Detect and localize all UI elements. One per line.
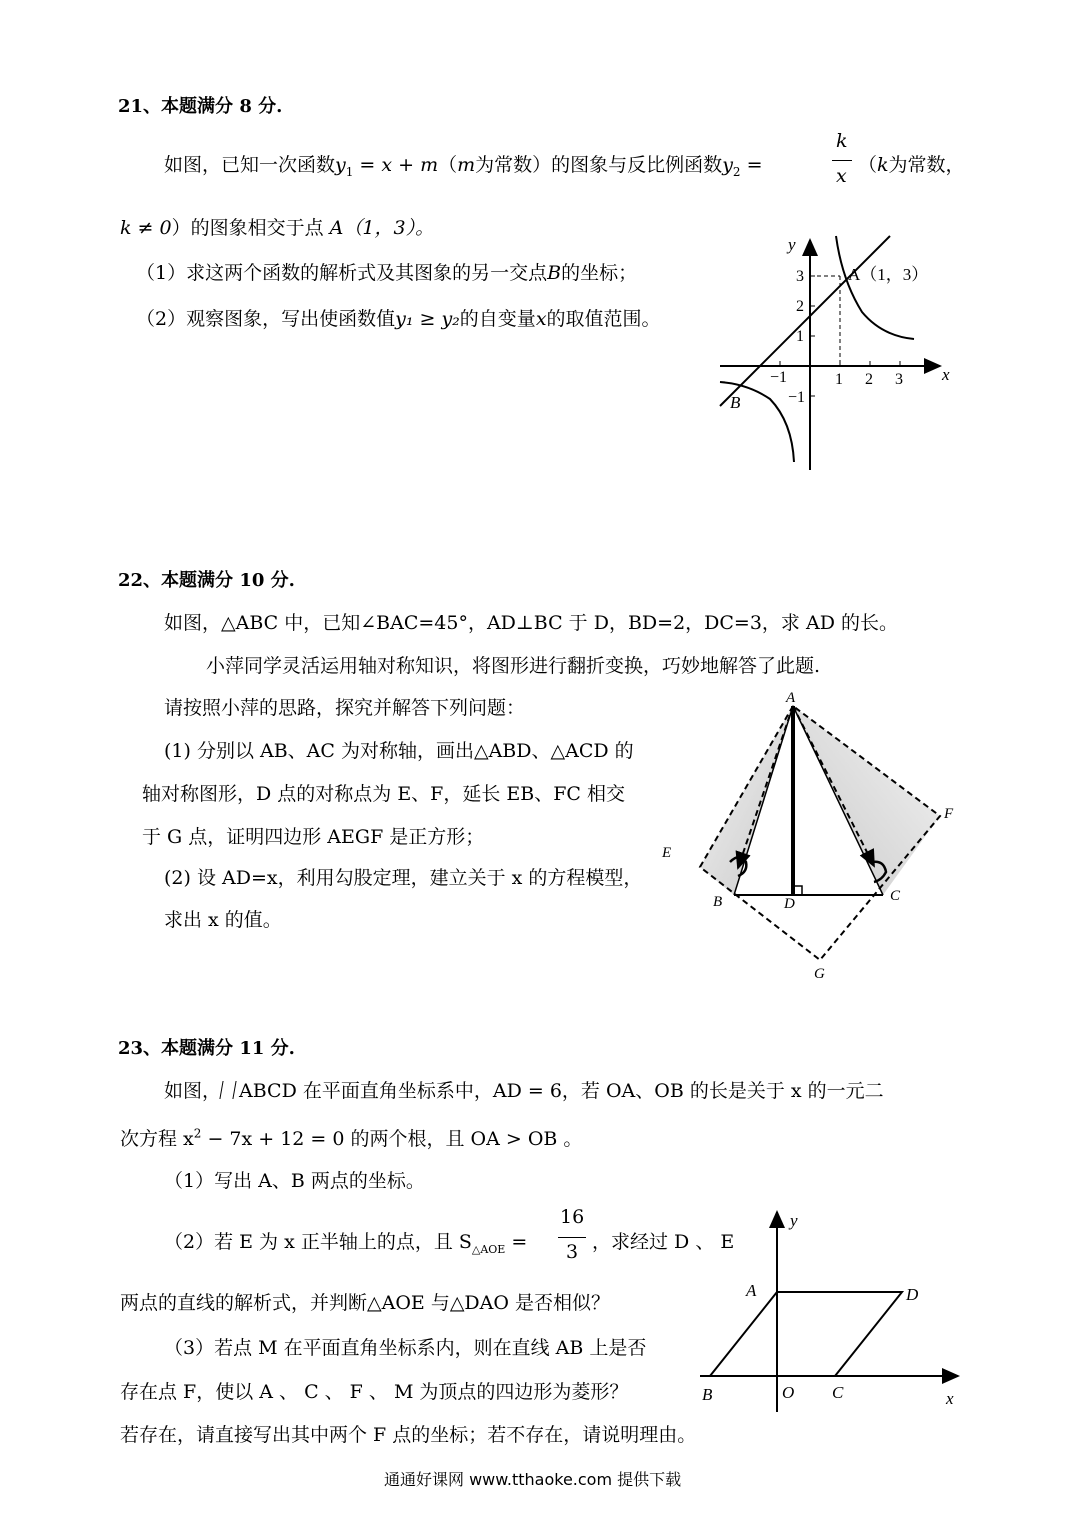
- q21-part1-b: B: [547, 262, 562, 284]
- q23-line2-text: − 7x + 12 = 0 的两个根，且 OA > OB 。: [201, 1128, 583, 1150]
- q23-title: 23、本题满分 11 分.: [118, 1038, 295, 1059]
- q21-part2-ineq: y₁ ≥ y₂: [395, 308, 460, 330]
- q21-part1-end: 的坐标；: [561, 262, 638, 284]
- q23-part2-sub: △AOE: [471, 1242, 506, 1256]
- q21-frac-bar: [832, 160, 852, 161]
- q23-line1: [164, 1076, 884, 1103]
- q21-eq1: = x + m: [353, 154, 439, 176]
- q23-label-d: D: [906, 1285, 919, 1304]
- parallelogram-symbol: [219, 1081, 236, 1099]
- q22-label-g: G: [814, 966, 825, 982]
- q21-intro-text3: 为常数）的图象与反比例函数: [475, 154, 723, 176]
- q21-part2-x: x: [535, 308, 547, 330]
- q21-k-neq: k ≠ 0: [120, 217, 172, 239]
- q23-label-x: x: [946, 1389, 954, 1408]
- q23-figure: [690, 1206, 980, 1416]
- q23-line1-start: 如图，: [164, 1080, 222, 1102]
- q22-label-a: A: [786, 690, 796, 706]
- q21-graph: [712, 232, 962, 477]
- q21-sub1: 1: [345, 164, 354, 179]
- q22-label-d: D: [784, 896, 795, 912]
- q21-title: 21、本题满分 8 分.: [118, 96, 283, 117]
- q21-ytick-2: 2: [796, 298, 804, 315]
- q22-title: 22、本题满分 10 分.: [118, 570, 295, 591]
- q21-eq2: =: [740, 154, 763, 176]
- q23-line2: [120, 1124, 582, 1151]
- q21-sub2: 2: [732, 164, 741, 179]
- q23-label-b: B: [702, 1385, 713, 1404]
- page-footer: 通通好课网 www.tthaoke.com 提供下载: [384, 1470, 682, 1489]
- q21-frac-den: x: [836, 165, 847, 187]
- q22-line2: 小萍同学灵活运用轴对称知识，将图形进行翻折变换，巧妙地解答了此题.: [206, 655, 821, 677]
- q21-y1: y: [335, 154, 346, 176]
- q21-point-label: A（1，3）: [848, 265, 929, 284]
- q21-part2: [136, 304, 661, 331]
- q21-part2-text2: 的自变量: [459, 308, 536, 330]
- q23-part1: （1）写出 A、B 两点的坐标。: [164, 1170, 425, 1192]
- q21-xtick-2: 2: [865, 371, 873, 388]
- q22-part1-c: 于 G 点，证明四边形 AEGF 是正方形；: [142, 826, 485, 848]
- q21-x-label: x: [942, 365, 950, 384]
- q21-part2-text: （2）观察图象，写出使函数值: [136, 308, 396, 330]
- q21-intro-text5: 为常数，: [888, 154, 965, 176]
- q21-ytick-3: 3: [796, 268, 804, 285]
- q22-figure: [660, 690, 960, 985]
- q23-line2-sup: 2: [193, 1126, 202, 1141]
- q21-intro-text2: （: [438, 154, 458, 176]
- q23-frac-bar: [558, 1237, 586, 1238]
- q21-part1-text: （1）求这两个函数的解析式及其图象的另一交点: [136, 262, 548, 284]
- q21-intro-text1: 如图，已知一次函数: [164, 154, 336, 176]
- q23-part2-c: 两点的直线的解析式，并判断△AOE 与△DAO 是否相似？: [120, 1292, 611, 1314]
- q23-label-o: O: [782, 1383, 795, 1402]
- q22-part1-a: (1) 分别以 AB、AC 为对称轴，画出△ABD、△ACD 的: [164, 740, 634, 762]
- q23-line1-text: ABCD 在平面直角坐标系中，AD = 6，若 OA、OB 的长是关于 x 的一元二: [239, 1080, 884, 1102]
- q23-part3-a: （3）若点 M 在平面直角坐标系内，则在直线 AB 上是否: [164, 1337, 647, 1359]
- q21-k: k: [877, 154, 889, 176]
- q23-part2-a: [164, 1227, 527, 1256]
- q23-part3-c: 若存在，请直接写出其中两个 F 点的坐标；若不存在，请说明理由。: [120, 1424, 697, 1446]
- q21-m: m: [457, 154, 476, 176]
- q22-label-f: F: [944, 806, 954, 822]
- q21-part2-end: 的取值范围。: [546, 308, 661, 330]
- q21-y-label: y: [788, 235, 796, 254]
- q21-intro-line2: [120, 213, 434, 240]
- q22-line3: 请按照小萍的思路，探究并解答下列问题：: [164, 697, 526, 719]
- q21-xtick-neg1: −1: [770, 369, 788, 386]
- q22-part1-b: 轴对称图形，D 点的对称点为 E、F，延长 EB、FC 相交: [142, 783, 625, 805]
- q23-part2-b: ，求经过 D 、 E: [592, 1231, 735, 1253]
- q23-label-a: A: [746, 1281, 757, 1300]
- q23-line2-start: 次方程 x: [120, 1128, 194, 1150]
- q23-frac-num: 16: [560, 1206, 585, 1228]
- q23-parallelogram: [710, 1292, 902, 1376]
- q21-xtick-1: 1: [835, 371, 843, 388]
- q23-part2-text: （2）若 E 为 x 正半轴上的点，且 S: [164, 1231, 472, 1253]
- q21-ytick-1: 1: [796, 328, 804, 345]
- q21-intro-text4: （: [858, 154, 878, 176]
- q23-label-y: y: [790, 1211, 798, 1230]
- q22-label-e: E: [662, 845, 672, 861]
- q21-line2-text: ）的图象相交于点: [171, 217, 324, 239]
- q21-point-a: A（1，3）。: [329, 217, 435, 239]
- q22-label-c: C: [890, 888, 901, 904]
- q21-intro-line1-end: [858, 150, 965, 177]
- q23-part2-eq: =: [505, 1231, 528, 1253]
- q21-intro-line1: [164, 150, 763, 179]
- q22-label-b: B: [713, 894, 723, 910]
- q21-ytick-neg1: −1: [788, 389, 806, 406]
- q21-frac-num: k: [836, 130, 848, 152]
- q23-part3-b: 存在点 F，使以 A 、 C 、 F 、 M 为顶点的四边形为菱形？: [120, 1381, 629, 1403]
- q22-part2-b: 求出 x 的值。: [164, 909, 282, 931]
- q23-label-c: C: [832, 1383, 844, 1402]
- q22-part2-a: (2) 设 AD=x，利用勾股定理，建立关于 x 的方程模型，: [164, 867, 643, 889]
- q22-line1: 如图，△ABC 中，已知∠BAC=45°，AD⊥BC 于 D，BD=2，DC=3，求 AD 的长。: [164, 612, 898, 634]
- q21-y2: y: [722, 154, 733, 176]
- q21-b-label: B: [730, 393, 741, 412]
- q21-part1: [136, 258, 637, 285]
- q23-frac-den: 3: [566, 1241, 579, 1263]
- q21-xtick-3: 3: [895, 371, 903, 388]
